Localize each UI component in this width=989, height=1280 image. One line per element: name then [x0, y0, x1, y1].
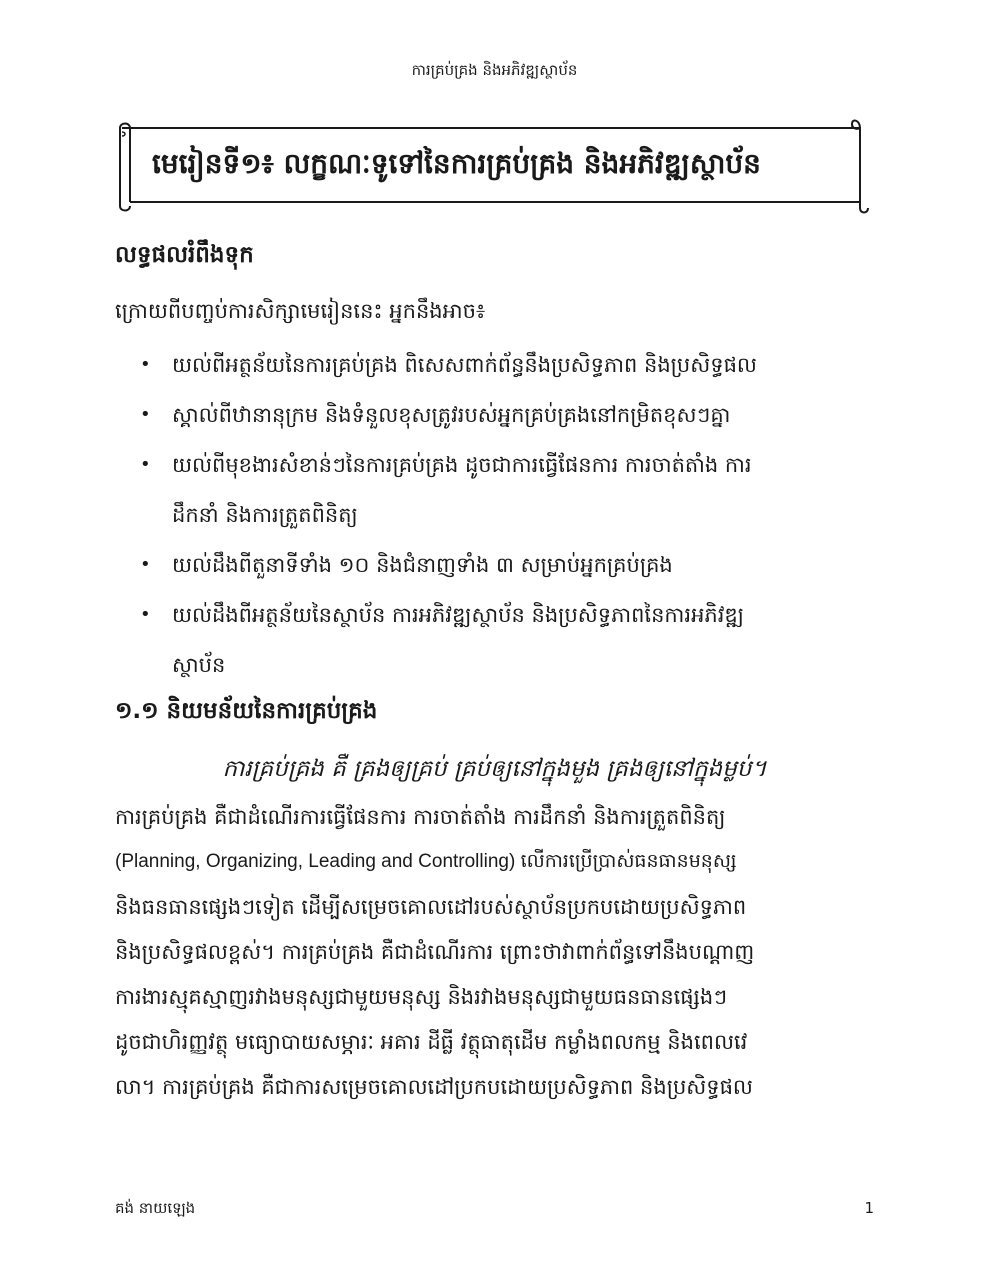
- body-line: និងធនធានផ្សេងៗទៀត ដើម្បីសម្រេចគោលដៅរបស់ស្ថាប័នប្រកបដោយប្រសិទ្ធភាព: [115, 895, 747, 919]
- body-line: និងប្រសិទ្ធផលខ្ពស់។ ការគ្រប់គ្រង គឺជាដំណើរការ ព្រោះថាវាពាក់ព័ន្ធទៅនឹងបណ្តាញ: [115, 940, 755, 964]
- lesson-banner: [112, 114, 872, 216]
- objectives-list: [140, 348, 880, 698]
- body-line: ដូចជាហិរញ្ញវត្ថុ មធ្យោបាយសម្ភារៈ អគារ ដីធ្លី វត្ថុធាតុដើម កម្លាំងពលកម្ម និងពេលវេ: [115, 1030, 748, 1054]
- bullet-icon: •: [140, 604, 151, 625]
- bullet-icon: •: [140, 554, 151, 575]
- definition-quote: ការគ្រប់គ្រង គឺ គ្រងឲ្យគ្រប់ គ្រប់ឲ្យនៅក្នុងមួង គ្រងឲ្យនៅក្នុងម្លប់។: [222, 756, 767, 782]
- section-body: [115, 800, 875, 1115]
- bullet-icon: •: [140, 354, 151, 375]
- lesson-title: មេរៀនទី១៖ លក្ខណៈទូទៅនៃការគ្រប់គ្រង និងអភិវឌ្ឍស្ថាប័ន: [152, 147, 761, 180]
- list-item-text: ស្ថាប័ន: [172, 653, 226, 677]
- body-line: (Planning, Organizing, Leading and Controlling) លើការប្រើប្រាស់ធនធានមនុស្ស: [115, 851, 737, 872]
- list-item: [140, 348, 880, 398]
- list-item: [140, 548, 880, 598]
- list-item-text: យល់ពីមុខងារសំខាន់ៗនៃការគ្រប់គ្រង ដូចជាការធ្វើផែនការ ការចាត់តាំង ការ: [172, 453, 752, 477]
- list-item-text: យល់ពីអត្ថន័យនៃការគ្រប់គ្រង ពិសេសពាក់ព័ន្ធនឹងប្រសិទ្ធភាព និងប្រសិទ្ធផល: [172, 353, 757, 377]
- running-header: ការគ្រប់គ្រង និងអភិវឌ្ឍស្ថាប័ន: [411, 61, 578, 79]
- objectives-heading: លទ្ធផលរំពឹងទុក: [115, 242, 254, 268]
- section-heading: ១.១ និយមន័យនៃការគ្រប់គ្រង: [115, 698, 378, 724]
- list-item: [140, 398, 880, 448]
- list-item-text: យល់ដឹងពីតួនាទីទាំង ១០ និងជំនាញទាំង ៣ សម្រាប់អ្នកគ្រប់គ្រង: [172, 553, 673, 577]
- bullet-icon: •: [140, 404, 151, 425]
- list-item-text: ស្គាល់ពីឋានានុក្រម និងទំនួលខុសត្រូវរបស់អ្នកគ្រប់គ្រងនៅកម្រិតខុសៗគ្នា: [172, 403, 731, 427]
- body-line: ការគ្រប់គ្រង គឺជាដំណើរការធ្វើផែនការ ការចាត់តាំង ការដឹកនាំ និងការត្រួតពិនិត្យ: [115, 805, 726, 829]
- footer-author: គង់ នាយឡេង: [115, 1199, 196, 1217]
- page-number: 1: [864, 1199, 874, 1217]
- list-item: [140, 448, 880, 548]
- body-line: ការងារស្មុគស្មាញរវាងមនុស្សជាមួយមនុស្ស និងរវាងមនុស្សជាមួយធនធានផ្សេងៗ: [115, 985, 728, 1009]
- list-item: [140, 598, 880, 698]
- objectives-intro: ក្រោយពីបញ្ចប់ការសិក្សាមេរៀននេះ អ្នកនឹងអាច៖: [115, 299, 486, 323]
- bullet-icon: •: [140, 454, 151, 475]
- list-item-text: យល់ដឹងពីអត្ថន័យនៃស្ថាប័ន ការអភិវឌ្ឍស្ថាប័ន និងប្រសិទ្ធភាពនៃការអភិវឌ្ឍ: [172, 603, 744, 627]
- list-item-text: ដឹកនាំ និងការត្រួតពិនិត្យ: [172, 503, 358, 527]
- body-line: លា។ ការគ្រប់គ្រង គឺជាការសម្រេចគោលដៅប្រកបដោយប្រសិទ្ធភាព និងប្រសិទ្ធផល: [115, 1075, 753, 1099]
